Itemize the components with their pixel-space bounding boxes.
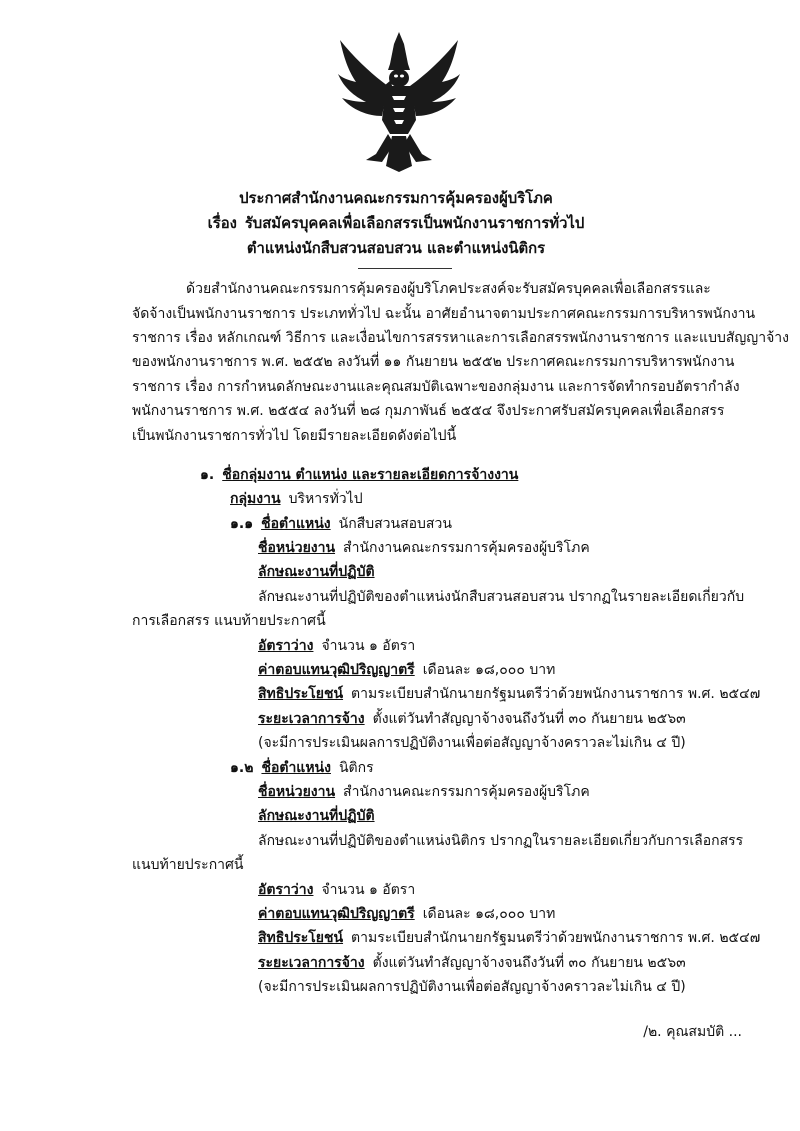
announcement-positions: ตำแหน่งนักสืบสวนสอบสวน และตำแหน่งนิติกร (246, 239, 546, 257)
position-2-vacancy-label: อัตราว่าง (258, 882, 314, 898)
position-2-unit: สำนักงานคณะกรรมการคุ้มครองผู้บริโภค (343, 784, 590, 800)
intro-line: ด้วยสำนักงานคณะกรรมการคุ้มครองผู้บริโภคประสงค์จะรับสมัครบุคคลเพื่อเลือกสรรและ (186, 281, 711, 297)
position-2-pay: เดือนละ ๑๘,๐๐๐ บาท (422, 906, 556, 922)
position-2-benefit: ตามระเบียบสำนักนายกรัฐมนตรีว่าด้วยพนักงานราชการ พ.ศ. ๒๕๔๗ (351, 930, 761, 946)
position-2-unit-line (258, 782, 590, 802)
intro-line: จัดจ้างเป็นพนักงานราชการ ประเภททั่วไป ฉะนั้น อาศัยอำนาจตามประกาศคณะกรรมการบริหารพนักงาน (132, 306, 756, 322)
position-1-number: ๑.๑ (230, 516, 254, 532)
position-2-duty-line: แนบท้ายประกาศนี้ (132, 857, 244, 873)
title-divider (358, 268, 452, 269)
section-1-heading (200, 465, 518, 485)
group-value: บริหารทั่วไป (288, 491, 363, 507)
position-2-name: นิติกร (338, 760, 374, 776)
announcement-title: ประกาศสำนักงานคณะกรรมการคุ้มครองผู้บริโภค (239, 189, 553, 207)
position-1-vacancy-line (258, 636, 415, 656)
position-1-term-note: (จะมีการประเมินผลการปฏิบัติงานเพื่อต่อสัญญาจ้างคราวละไม่เกิน ๔ ปี) (258, 735, 686, 751)
subject-text: รับสมัครบุคคลเพื่อเลือกสรรเป็นพนักงานราชการทั่วไป (244, 214, 585, 232)
group-label: กลุ่มงาน (230, 491, 281, 507)
section-1-title: ชื่อกลุ่มงาน ตำแหน่ง และรายละเอียดการจ้างงาน (222, 467, 519, 483)
position-1-term: ตั้งแต่วันทำสัญญาจ้างจนถึงวันที่ ๓๐ กันยายน ๒๕๖๓ (372, 711, 686, 727)
group-line (230, 489, 363, 509)
page-continuation: /๒. คุณสมบัติ ... (643, 1024, 742, 1040)
position-1-term-label: ระยะเวลาการจ้าง (258, 711, 365, 727)
position-2-number: ๑.๒ (230, 760, 254, 776)
intro-line: ของพนักงานราชการ พ.ศ. ๒๕๕๒ ลงวันที่ ๑๑ กันยายน ๒๕๕๒ ประกาศคณะกรรมการบริหารพนักงาน (132, 354, 735, 370)
intro-line: ราชการ เรื่อง การกำหนดลักษณะงานและคุณสมบัติเฉพาะของกลุ่มงาน และการจัดทำกรอบอัตรากำลัง (132, 379, 740, 395)
position-1-name-line (230, 514, 452, 534)
position-1-name-label: ชื่อตำแหน่ง (261, 516, 331, 532)
position-2-term-note: (จะมีการประเมินผลการปฏิบัติงานเพื่อต่อสัญญาจ้างคราวละไม่เกิน ๔ ปี) (258, 979, 686, 995)
position-2-name-line (230, 758, 374, 778)
position-1-benefit: ตามระเบียบสำนักนายกรัฐมนตรีว่าด้วยพนักงานราชการ พ.ศ. ๒๕๔๗ (351, 686, 761, 702)
position-2-benefit-label: สิทธิประโยชน์ (258, 930, 344, 946)
position-1-benefit-line (258, 684, 760, 704)
position-1-benefit-label: สิทธิประโยชน์ (258, 686, 344, 702)
position-1-vacancy: จำนวน ๑ อัตรา (321, 638, 416, 654)
position-1-duty-line: การเลือกสรร แนบท้ายประกาศนี้ (132, 613, 326, 629)
position-1-pay-label: ค่าตอบแทนวุฒิปริญญาตรี (258, 662, 415, 678)
position-1-unit-label: ชื่อหน่วยงาน (258, 540, 336, 556)
position-1-duty-line: ลักษณะงานที่ปฏิบัติของตำแหน่งนักสืบสวนสอบสวน ปรากฏในรายละเอียดเกี่ยวกับ (258, 589, 745, 605)
intro-line: พนักงานราชการ พ.ศ. ๒๕๕๔ ลงวันที่ ๒๘ กุมภาพันธ์ ๒๕๕๔ จึงประกาศรับสมัครบุคคลเพื่อเลือกสรร (132, 403, 725, 419)
position-2-vacancy-line (258, 880, 415, 900)
position-1-pay: เดือนละ ๑๘,๐๐๐ บาท (422, 662, 556, 678)
position-2-term-label: ระยะเวลาการจ้าง (258, 955, 365, 971)
section-1-number: ๑. (200, 467, 215, 483)
position-2-duty-label: ลักษณะงานที่ปฏิบัติ (258, 808, 375, 824)
announcement-subject (0, 211, 792, 235)
position-2-term-line (258, 953, 686, 973)
position-1-name: นักสืบสวนสอบสวน (338, 516, 452, 532)
position-2-vacancy: จำนวน ๑ อัตรา (321, 882, 416, 898)
position-2-pay-label: ค่าตอบแทนวุฒิปริญญาตรี (258, 906, 415, 922)
position-2-term: ตั้งแต่วันทำสัญญาจ้างจนถึงวันที่ ๓๐ กันยายน ๒๕๖๓ (372, 955, 686, 971)
position-1-term-line (258, 709, 686, 729)
position-1-pay-line (258, 660, 555, 680)
position-1-duty-label: ลักษณะงานที่ปฏิบัติ (258, 564, 375, 580)
position-1-unit: สำนักงานคณะกรรมการคุ้มครองผู้บริโภค (343, 540, 590, 556)
position-2-pay-line (258, 904, 555, 924)
subject-label: เรื่อง (207, 214, 237, 232)
position-2-unit-label: ชื่อหน่วยงาน (258, 784, 336, 800)
position-2-benefit-line (258, 928, 760, 948)
intro-line: ราชการ เรื่อง หลักเกณฑ์ วิธีการ และเงื่อนไขการสรรหาและการเลือกสรรพนักงานราชการ และแบบสัญญาจ้าง (132, 330, 790, 346)
position-2-name-label: ชื่อตำแหน่ง (261, 760, 331, 776)
garuda-emblem-icon (336, 30, 462, 172)
position-2-duty-line: ลักษณะงานที่ปฏิบัติของตำแหน่งนิติกร ปรากฏในรายละเอียดเกี่ยวกับการเลือกสรร (258, 833, 744, 849)
intro-line: เป็นพนักงานราชการทั่วไป โดยมีรายละเอียดดังต่อไปนี้ (132, 428, 457, 444)
position-1-vacancy-label: อัตราว่าง (258, 638, 314, 654)
position-1-unit-line (258, 538, 590, 558)
